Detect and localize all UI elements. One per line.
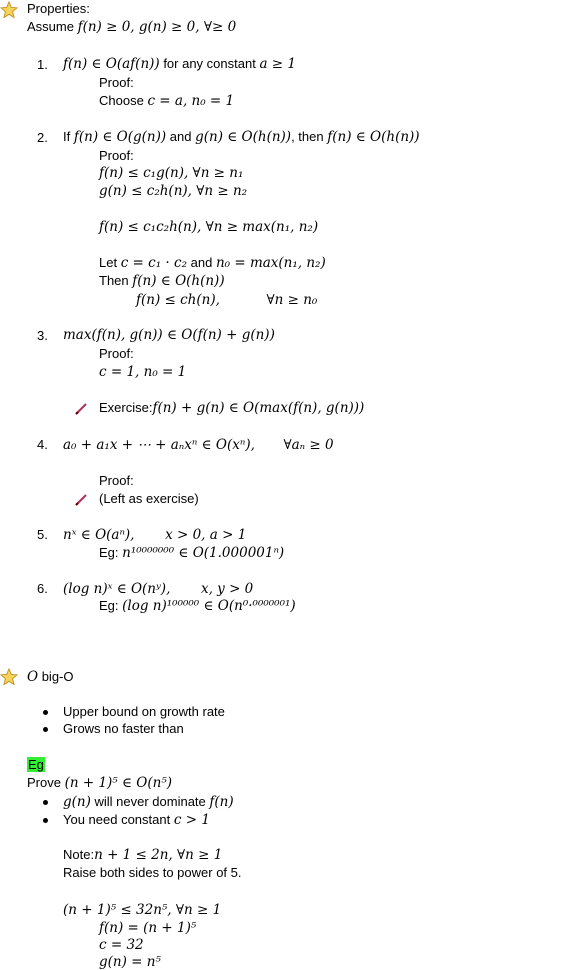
- math-line: c = 32: [99, 937, 144, 953]
- math-line: max(f(n), g(n)) ∈ O(f(n) + g(n)): [63, 327, 275, 343]
- note-line: Note:n + 1 ≤ 2n, ∀n ≥ 1: [63, 847, 223, 863]
- item-number: 2.: [37, 130, 48, 145]
- math-line: g(n) = n⁵: [99, 954, 161, 970]
- list-item: Grows no faster than: [63, 721, 184, 736]
- assume-line: Assume f(n) ≥ 0, g(n) ≥ 0, ∀≥ 0: [27, 19, 237, 35]
- bullet: [43, 710, 48, 715]
- item-number: 3.: [37, 328, 48, 343]
- properties-title: Properties:: [27, 1, 90, 16]
- math-line: (n + 1)⁵ ≤ 32n⁵, ∀n ≥ 1: [63, 902, 222, 918]
- prove-line: Prove (n + 1)⁵ ∈ O(n⁵): [27, 775, 173, 791]
- proof-label: Proof:: [99, 473, 134, 488]
- proof-label: Proof:: [99, 346, 134, 361]
- item-number: 1.: [37, 57, 48, 72]
- item-line: Eg: n¹⁰⁰⁰⁰⁰⁰⁰ ∈ O(1.000001ⁿ): [99, 545, 285, 561]
- item-line: f(n) ∈ O(af(n)) for any constant a ≥ 1: [63, 56, 296, 72]
- math-line: (log n)ˣ ∈ O(nʸ), x, y > 0: [63, 581, 254, 597]
- item-line: Exercise:f(n) + g(n) ∈ O(max(f(n), g(n))): [99, 400, 365, 416]
- item-line: Then f(n) ∈ O(h(n)): [99, 273, 225, 289]
- math-line: f(n) ≤ c₁g(n), ∀n ≥ n₁: [99, 165, 244, 181]
- math-line: g(n) ≤ c₂h(n), ∀n ≥ n₂: [99, 183, 248, 199]
- eg-label: Eg: [28, 757, 44, 772]
- list-item: You need constant c > 1: [63, 812, 210, 828]
- math-line: f(n) ≤ c₁c₂h(n), ∀n ≥ max(n₁, n₂): [99, 219, 319, 235]
- pen-icon: [74, 493, 88, 507]
- proof-label: Proof:: [99, 148, 134, 163]
- star-icon: [0, 1, 18, 19]
- math-line: a₀ + a₁x + ⋯ + aₙxⁿ ∈ O(xⁿ), ∀aₙ ≥ 0: [63, 437, 334, 453]
- star-icon: [0, 668, 18, 686]
- math-line: nˣ ∈ O(aⁿ), x > 0, a > 1: [63, 527, 247, 543]
- item-number: 5.: [37, 527, 48, 542]
- list-item: Upper bound on growth rate: [63, 704, 225, 719]
- math-line: f(n) ≤ ch(n), ∀n ≥ n₀: [136, 292, 318, 308]
- item-line: Eg: (log n)¹⁰⁰⁰⁰⁰ ∈ O(n⁰·⁰⁰⁰⁰⁰⁰¹): [99, 598, 296, 614]
- item-line: (Left as exercise): [99, 491, 199, 506]
- list-item: g(n) will never dominate f(n): [63, 794, 234, 810]
- bullet: [43, 800, 48, 805]
- math-line: f(n) = (n + 1)⁵: [99, 920, 197, 936]
- item-line: Let c = c₁ · c₂ and n₀ = max(n₁, n₂): [99, 255, 326, 271]
- assume-math: f(n) ≥ 0, g(n) ≥ 0, ∀≥ 0: [77, 19, 237, 35]
- item-line: Choose c = a, n₀ = 1: [99, 93, 235, 109]
- item-number: 6.: [37, 581, 48, 596]
- bullet: [43, 727, 48, 732]
- bullet: [43, 818, 48, 823]
- bigo-title: O big-O: [27, 669, 74, 685]
- item-line: If f(n) ∈ O(g(n)) and g(n) ∈ O(h(n)), then f(n) ∈ O(h(n)): [63, 129, 420, 145]
- raise-line: Raise both sides to power of 5.: [63, 865, 242, 880]
- pen-icon: [74, 402, 88, 416]
- math-line: c = 1, n₀ = 1: [99, 364, 187, 380]
- item-number: 4.: [37, 437, 48, 452]
- proof-label: Proof:: [99, 75, 134, 90]
